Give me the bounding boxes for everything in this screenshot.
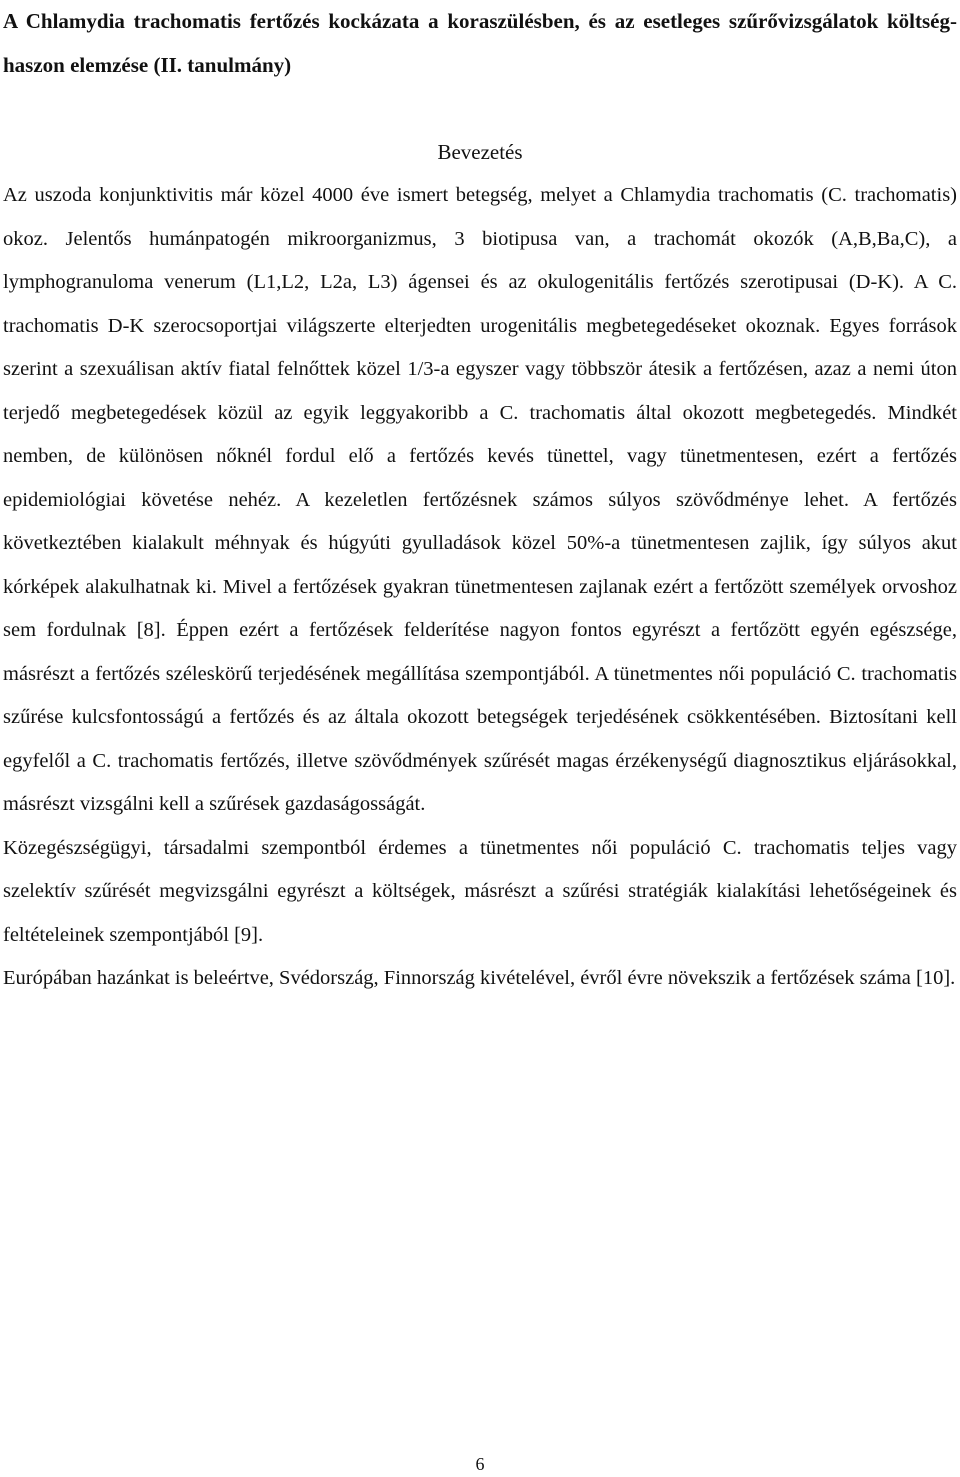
section-heading: Bevezetés bbox=[437, 139, 523, 164]
document-title: A Chlamydia trachomatis fertőzés kockázata a koraszülésben, és az esetleges szűrővizsgálatok költség-haszon elemzése (II. tanulmány) bbox=[3, 9, 957, 77]
paragraph-intro: Az uszoda konjunktivitis már közel 4000 éve ismert betegség, melyet a Chlamydia trachomatis (C. trachomatis) okoz. Jelentős humánpatogén mikroorganizmus, 3 biotipusa van, a trachomát okozók (A,B,Ba,C), a lymphogranuloma venerum (L1,L2, L2a, L3) ágensei és az okulogenitális fertőzés szerotipusai (D-K). A C. trachomatis D-K szerocsoportjai világszerte elterjedten urogenitális megbetegedéseket okoznak. Egyes források szerint a szexuálisan aktív fiatal felnőttek közel 1/3-a egyszer vagy többször átesik a fertőzésen, azaz a nemi úton terjedő megbetegedések közül az egyik leggyakoribb a C. trachomatis által okozott megbetegedés. Mindkét nemben, de különösen nőknél fordul elő a fertőzés kevés tünettel, vagy tünetmentesen, ezért a fertőzés epidemiológiai követése nehéz. A kezeletlen fertőzésnek számos súlyos szövődménye lehet. A fertőzés következtében kialakult méhnyak és húgyúti gyulladások közel 50%-a tünetmentesen zajlik, így súlyos akut kórképek alakulhatnak ki. Mivel a fertőzések gyakran tünetmentesen zajlanak ezért a fertőzött személyek orvoshoz sem fordulnak [8]. Éppen ezért a fertőzések felderítése nagyon fontos egyrészt a fertőzött egyén egészsége, másrészt a fertőzés széleskörű terjedésének megállítása szempontjából. A tünetmentes női populáció C. trachomatis szűrése kulcsfontosságú a fertőzés és az általa okozott betegségek terjedésének csökkentésében. Biztosítani kell egyfelől a C. trachomatis fertőzés, illetve szövődmények szűrését magas érzékenységű diagnosztikus eljárásokkal, másrészt vizsgálni kell a szűrések gazdaságosságát. bbox=[3, 184, 957, 815]
page-number: 6 bbox=[475, 1454, 485, 1474]
paragraph-public-health: Közegészségügyi, társadalmi szempontból érdemes a tünetmentes női populáció C. trachomatis teljes vagy szelektív szűrését megvizsgálni egyrészt a költségek, másrészt a szűrési stratégiák kialakítási lehetőségeinek és feltételeinek szempontjából [9]. bbox=[3, 836, 957, 946]
paragraph-europe: Európában hazánkat is beleértve, Svédország, Finnország kivételével, évről évre növekszik a fertőzések száma [10]. bbox=[3, 967, 956, 989]
document-page bbox=[3, 0, 957, 1001]
blank-line bbox=[3, 87, 957, 131]
